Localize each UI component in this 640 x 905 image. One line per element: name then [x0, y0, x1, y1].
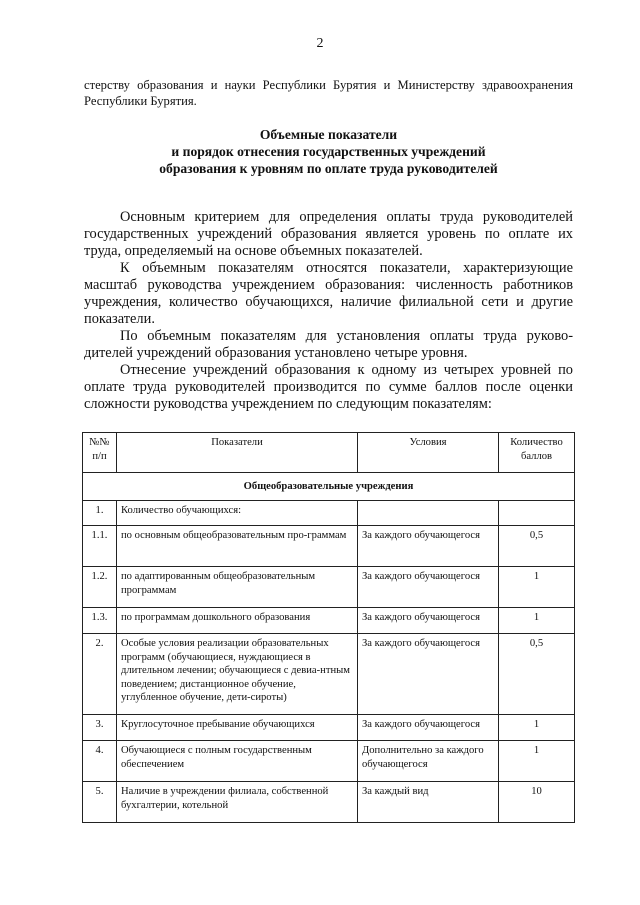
row-indicator: по программам дошкольного образования	[117, 608, 358, 634]
row-num: 1.2.	[83, 567, 117, 608]
row-condition: За каждого обучающегося	[358, 567, 499, 608]
heading-line-1: Объемные показатели	[259, 127, 398, 142]
table-row	[83, 567, 575, 608]
row-points: 1	[499, 608, 575, 634]
row-num: 5.	[83, 782, 117, 823]
table-row	[83, 526, 575, 567]
row-num: 3.	[83, 715, 117, 741]
table-section-row	[83, 473, 575, 501]
paragraph-4: Отнесение учреждений образования к одному из четырех уровней по оплате труда руководителей производится по сумме баллов после оценки сложности руководства учреждением по следующим показателям:	[84, 362, 573, 412]
row-num: 4.	[83, 741, 117, 782]
intro-text	[84, 77, 573, 109]
row-points: 1	[499, 715, 575, 741]
header-condition: Условия	[358, 433, 499, 473]
row-num: 1.1.	[83, 526, 117, 567]
row-condition: За каждого обучающегося	[358, 715, 499, 741]
heading-line-2: и порядок отнесения государственных учреждений	[171, 144, 486, 159]
row-condition: За каждого обучающегося	[358, 608, 499, 634]
row-num: 1.	[83, 501, 117, 526]
paragraph-3: По объемным показателям для установления оплаты труда руково-дителей учреждений образования установлено четыре уровня.	[84, 328, 573, 361]
table-row	[83, 715, 575, 741]
row-points: 0,5	[499, 526, 575, 567]
row-indicator: по адаптированным общеобразовательным программам	[117, 567, 358, 608]
row-condition: За каждого обучающегося	[358, 526, 499, 567]
row-indicator: Наличие в учреждении филиала, собственной бухгалтерии, котельной	[117, 782, 358, 823]
header-indicator: Показатели	[117, 433, 358, 473]
table-row	[83, 501, 575, 526]
row-indicator: Особые условия реализации образовательных программ (обучающиеся, нуждающиеся в длительном лечении; обучающиеся с девиа-нтным поведением; дистанционное обучение, углубленное обучение, дети-сироты)	[117, 634, 358, 715]
section-title: Общеобразовательные учреждения	[83, 473, 575, 501]
body-text	[84, 209, 573, 413]
row-points	[499, 501, 575, 526]
row-points: 10	[499, 782, 575, 823]
table-header-row	[83, 433, 575, 473]
intro-line-1: стерству образования и науки Республики Бурятия и Министерству здравоохранения	[84, 78, 573, 92]
row-indicator: Обучающиеся с полным государственным обеспечением	[117, 741, 358, 782]
row-condition: Дополнительно за каждого обучающегося	[358, 741, 499, 782]
paragraph-2: К объемным показателям относятся показатели, характеризующие масштаб руководства учреждением образования: численность работников учреждения, количество обучающихся, наличие филиальной сети и другие показатели.	[84, 260, 573, 327]
table-row	[83, 608, 575, 634]
row-indicator: Круглосуточное пребывание обучающихся	[117, 715, 358, 741]
section-heading	[84, 126, 573, 177]
row-indicator: по основным общеобразовательным про-граммам	[117, 526, 358, 567]
row-condition	[358, 501, 499, 526]
table-row	[83, 741, 575, 782]
row-condition: За каждого обучающегося	[358, 634, 499, 715]
paragraph-1: Основным критерием для определения оплаты труда руководителей государственных учреждений образования является уровень по оплате их труда, определяемый на основе объемных показателей.	[84, 209, 573, 259]
row-condition: За каждый вид	[358, 782, 499, 823]
intro-line-2: Республики Бурятия.	[84, 94, 197, 108]
row-num: 1.3.	[83, 608, 117, 634]
page-number: 2	[316, 36, 324, 51]
table-row	[83, 634, 575, 715]
table-row	[83, 782, 575, 823]
row-indicator: Количество обучающихся:	[117, 501, 358, 526]
indicators-table	[82, 432, 575, 823]
row-points: 1	[499, 741, 575, 782]
header-points: Количество баллов	[499, 433, 575, 473]
header-num: №№ п/п	[83, 433, 117, 473]
row-num: 2.	[83, 634, 117, 715]
heading-line-3: образования к уровням по оплате труда руководителей	[159, 161, 498, 176]
row-points: 0,5	[499, 634, 575, 715]
row-points: 1	[499, 567, 575, 608]
